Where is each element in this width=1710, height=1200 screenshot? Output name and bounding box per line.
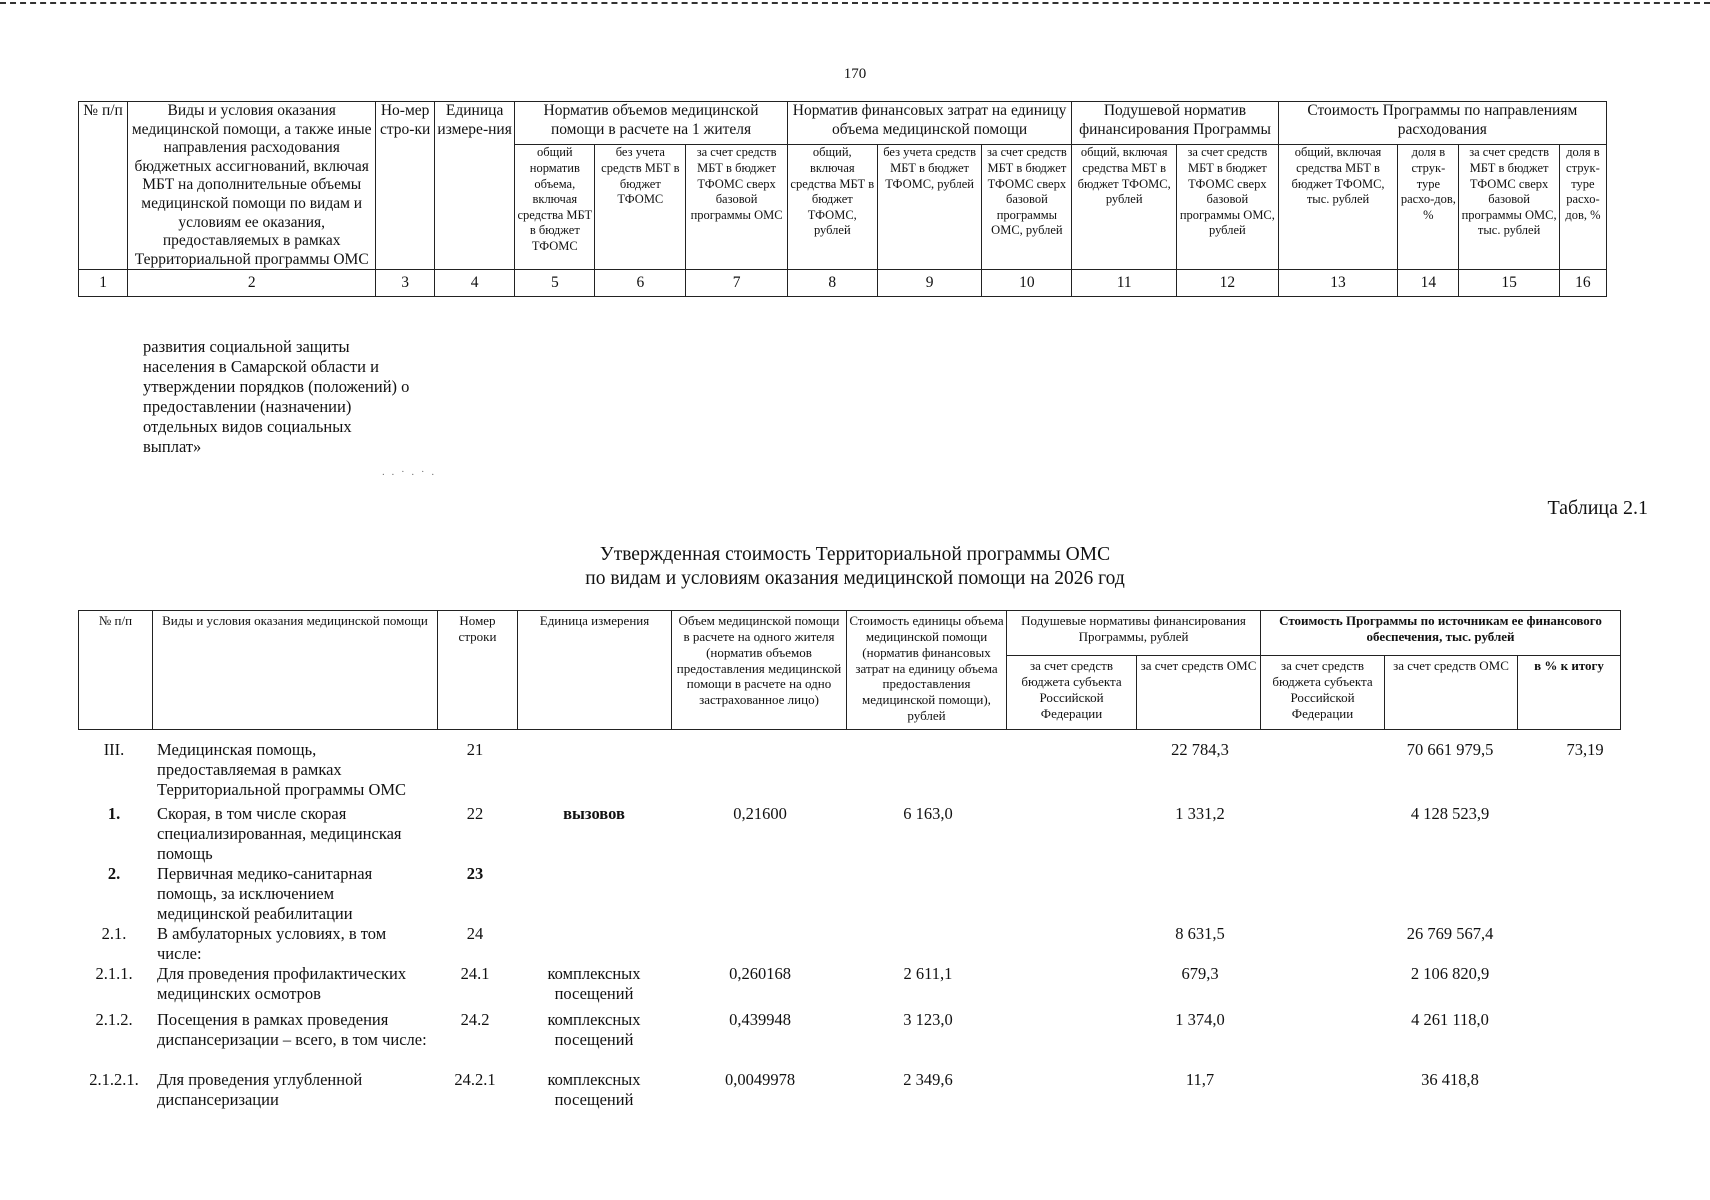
t1-header-no: № п/п [79,102,128,270]
row-unit-cost: 2 349,6 [903,1070,953,1089]
row-line: 21 [466,740,484,759]
t1-subheader: доля в струк-туре расхо-дов, % [1398,145,1459,270]
t1-subheader: за счет средств МБТ в бюджет ТФОМС сверх базовой программы ОМС, рублей [1177,145,1279,270]
t1-subheader: общий, включая средства МБТ в бюджет ТФОМС, рублей [1072,145,1177,270]
t1-subheader: без учета средств МБТ в бюджет ТФОМС [595,145,686,270]
t1-col-number: 14 [1398,270,1459,297]
t1-col-number: 4 [435,270,515,297]
t1-col-number: 10 [982,270,1072,297]
row-volume: 0,21600 [733,804,787,823]
t1-subheader: за счет средств МБТ в бюджет ТФОМС сверх базовой программы ОМС [686,145,788,270]
row-name: Скорая, в том числе скорая специализированная, медицинская помощь [157,804,402,863]
table-title-line-1: Утвержденная стоимость Территориальной программы ОМС [599,544,1111,565]
t1-header-row: Но-мер стро-ки [376,102,435,270]
t1-subheader: общий норматив объема, включая средства МБТ в бюджет ТФОМС [515,145,595,270]
row-per-capita-oms: 1 331,2 [1175,804,1225,823]
t1-col-number: 12 [1177,270,1279,297]
row-per-capita-oms: 8 631,5 [1175,924,1225,943]
row-unit: комплексных посещений [547,1010,641,1049]
row-name: Для проведения профилактических медицинских осмотров [157,964,407,1003]
t1-col-number: 11 [1072,270,1177,297]
t1-header-unit: Единица измере-ния [435,102,515,270]
t1-subheader: общий, включая средства МБТ в бюджет ТФОМС, тыс. рублей [1278,145,1398,270]
row-total-oms: 4 128 523,9 [1410,804,1490,823]
row-volume: 0,439948 [729,1010,791,1029]
t2-header-volume: Объем медицинской помощи в расчете на одного жителя (норматив объемов предоставления медицинской помощи в расчете на одно застрахованное лицо) [672,611,847,730]
t1-col-number: 6 [595,270,686,297]
row-number: 1. [107,804,121,823]
row-name: Первичная медико-санитарная помощь, за исключением медицинской реабилитации [157,864,373,923]
t1-subheader: без учета средств МБТ в бюджет ТФОМС, рублей [877,145,982,270]
row-number: III. [103,740,125,759]
row-volume: 0,260168 [729,964,791,983]
t1-subheader: общий, включая средства МБТ в бюджет ТФОМС, рублей [787,145,877,270]
continuation-text: развития социальной защиты населения в Самарской области и утверждении порядков (положений) о предоставлении (назначении) отдельных видов социальных выплат» [143,337,410,456]
row-total-oms: 2 106 820,9 [1410,964,1490,983]
row-unit: комплексных посещений [547,1070,641,1109]
t2-header-row: Номер строки [438,611,518,730]
t1-col-number: 3 [376,270,435,297]
t1-col-number: 16 [1559,270,1606,297]
t1-header-cost-norm: Норматив финансовых затрат на единицу объема медицинской помощи [787,102,1071,145]
row-name: В амбулаторных условиях, в том числе: [157,924,387,963]
row-number: 2.1.2. [95,1010,133,1029]
t1-subheader: за счет средств МБТ в бюджет ТФОМС сверх базовой программы ОМС, тыс. рублей [1459,145,1560,270]
row-per-capita-oms: 679,3 [1181,964,1219,983]
row-total-oms: 36 418,8 [1421,1070,1479,1089]
row-line: 24.1 [460,964,490,983]
row-total-oms: 26 769 567,4 [1406,924,1494,943]
row-total-oms: 4 261 118,0 [1411,1010,1489,1029]
row-unit-cost: 6 163,0 [903,804,953,823]
t2-header-program-cost: Стоимость Программы по источникам ее финансового обеспечения, тыс. рублей [1261,611,1621,656]
t2-header-per-capita: Подушевые нормативы финансирования Программы, рублей [1007,611,1261,656]
t1-subheader: доля в струк-туре расхо-дов, % [1559,145,1606,270]
t2-header-unit-cost: Стоимость единицы объема медицинской помощи (норматив финансовых затрат на единицу объема предоставления медицинской помощи), рублей [847,611,1007,730]
t2-subheader-budget: за счет средств бюджета субъекта Российской Федерации [1007,656,1137,730]
page-number: 170 [843,66,867,82]
t1-col-number: 5 [515,270,595,297]
table-title-line-2: по видам и условиям оказания медицинской помощи на 2026 год [585,568,1125,589]
row-unit: комплексных посещений [547,964,641,1003]
row-number: 2. [107,864,121,883]
row-line: 24.2 [460,1010,490,1029]
t1-col-number: 2 [128,270,376,297]
t1-header-program-cost: Стоимость Программы по направлениям расходования [1278,102,1606,145]
t1-header-per-capita: Подушевой норматив финансирования Программы [1072,102,1278,145]
row-name: Медицинская помощь, предоставляемая в рамках Территориальной программы ОМС [157,740,407,799]
row-unit: вызовов [563,804,625,823]
t1-subheader: за счет средств МБТ в бюджет ТФОМС сверх базовой программы ОМС, рублей [982,145,1072,270]
t2-header-no: № п/п [79,611,153,730]
t1-header-kind: Виды и условия оказания медицинской помощи, а также иные направления расходования бюджетных ассигнований, включая МБТ на дополнительные объемы медицинской помощи по видам и условиям ее оказания, предоставляемых в рамках Территориальной программы ОМС [128,102,376,270]
row-number: 2.1. [101,924,127,943]
row-unit-cost: 2 611,1 [903,964,953,983]
row-name: Посещения в рамках проведения диспансеризации – всего, в том числе: [157,1010,427,1049]
row-line: 24.2.1 [454,1070,496,1089]
row-number: 2.1.2.1. [89,1070,139,1089]
row-line: 23 [466,864,484,883]
row-per-capita-oms: 1 374,0 [1175,1010,1225,1029]
row-line: 22 [466,804,484,823]
t1-col-number: 1 [79,270,128,297]
row-name: Для проведения углубленной диспансеризации [157,1070,363,1109]
row-line: 24 [466,924,484,943]
row-volume: 0,0049978 [724,1070,796,1089]
t1-col-number: 13 [1278,270,1398,297]
row-unit-cost: 3 123,0 [903,1010,953,1029]
t1-col-number: 8 [787,270,877,297]
scan-dots: . . · . · . [382,466,437,478]
row-number: 2.1.1. [95,964,133,983]
t1-col-number: 15 [1459,270,1560,297]
t2-subheader-oms: за счет средств ОМС [1137,656,1261,730]
row-per-capita-oms: 22 784,3 [1171,740,1229,759]
row-percent: 73,19 [1566,740,1604,759]
t1-col-number: 9 [877,270,982,297]
table-label: Таблица 2.1 [1547,497,1648,519]
t2-subheader-budget: за счет средств бюджета субъекта Российской Федерации [1261,656,1385,730]
t2-subheader-percent: в % к итогу [1518,656,1621,730]
t1-header-volume-norm: Норматив объемов медицинской помощи в расчете на 1 жителя [515,102,788,145]
t1-col-number: 7 [686,270,788,297]
t2-subheader-oms: за счет средств ОМС [1385,656,1518,730]
t2-header-kind: Виды и условия оказания медицинской помощи [153,611,438,730]
row-total-oms: 70 661 979,5 [1406,740,1494,759]
row-per-capita-oms: 11,7 [1185,1070,1215,1089]
t2-header-unit: Единица измерения [518,611,672,730]
